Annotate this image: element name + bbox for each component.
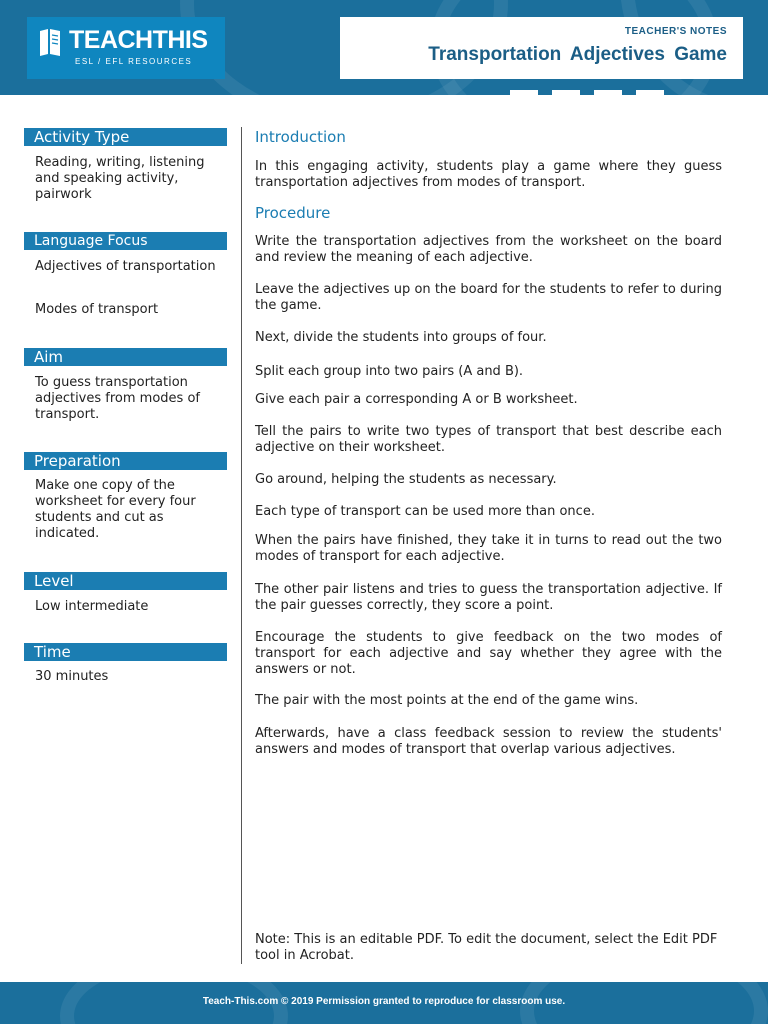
procedure-step: Afterwards, have a class feedback session to review the students' answers and modes of transport that overlap various adjectives.	[255, 726, 722, 757]
title-panel	[340, 17, 743, 79]
aim-text: To guess transportation adjectives from modes of transport.	[35, 375, 200, 422]
procedure-step: Next, divide the students into groups of four.	[255, 330, 547, 345]
procedure-step: Encourage the students to give feedback on the two modes of transport for each adjective and say whether they agree with the answers or not.	[255, 630, 722, 677]
header-tab-accents	[510, 90, 670, 95]
preparation-heading: Preparation	[24, 452, 227, 470]
footer-banner	[0, 982, 768, 1024]
language-focus-item: Modes of transport	[35, 302, 159, 317]
book-icon	[37, 27, 63, 57]
language-focus-heading: Language Focus	[24, 232, 227, 250]
procedure-step: Split each group into two pairs (A and B).	[255, 364, 524, 379]
procedure-step: Go around, helping the students as necessary.	[255, 472, 557, 487]
logo-tagline: ESL / EFL RESOURCES	[75, 57, 193, 66]
page-title: Transportation Adjectives Game	[428, 44, 727, 65]
procedure-step: Give each pair a corresponding A or B worksheet.	[255, 392, 578, 407]
procedure-step: The other pair listens and tries to guess the transportation adjective. If the pair guesses correctly, they score a point.	[255, 582, 722, 613]
level-text: Low intermediate	[35, 599, 149, 614]
time-text: 30 minutes	[35, 669, 109, 684]
introduction-text: In this engaging activity, students play a game where they guess transportation adjectives from modes of transport.	[255, 159, 722, 190]
logo-brand: TEACHTHIS	[69, 26, 208, 54]
introduction-heading: Introduction	[255, 128, 346, 146]
activity-type-heading: Activity Type	[24, 128, 227, 146]
header-banner	[0, 0, 768, 95]
time-heading: Time	[24, 643, 227, 661]
procedure-step: When the pairs have finished, they take it in turns to read out the two modes of transport for each adjective.	[255, 533, 722, 564]
copyright-text: Teach-This.com © 2019 Permission granted to reproduce for classroom use.	[202, 996, 566, 1007]
procedure-step: Each type of transport can be used more than once.	[255, 504, 595, 519]
language-focus-item: Adjectives of transportation	[35, 259, 216, 274]
preparation-text: Make one copy of the worksheet for every four students and cut as indicated.	[35, 478, 196, 541]
procedure-step: The pair with the most points at the end of the game wins.	[255, 693, 639, 708]
procedure-heading: Procedure	[255, 204, 331, 222]
column-divider	[241, 127, 242, 964]
procedure-step: Tell the pairs to write two types of transport that best describe each adjective on their worksheet.	[255, 424, 722, 455]
procedure-step: Write the transportation adjectives from the worksheet on the board and review the meaning of each adjective.	[255, 234, 722, 265]
level-heading: Level	[24, 572, 227, 590]
procedure-step: Leave the adjectives up on the board for the students to refer to during the game.	[255, 282, 722, 313]
activity-type-text: Reading, writing, listening and speaking activity, pairwork	[35, 155, 205, 202]
teachthis-logo	[27, 17, 225, 79]
editable-pdf-note: Note: This is an editable PDF. To edit the document, select the Edit PDF tool in Acrobat.	[255, 932, 718, 963]
teachers-notes-label: TEACHER'S NOTES	[624, 26, 727, 37]
aim-heading: Aim	[24, 348, 227, 366]
